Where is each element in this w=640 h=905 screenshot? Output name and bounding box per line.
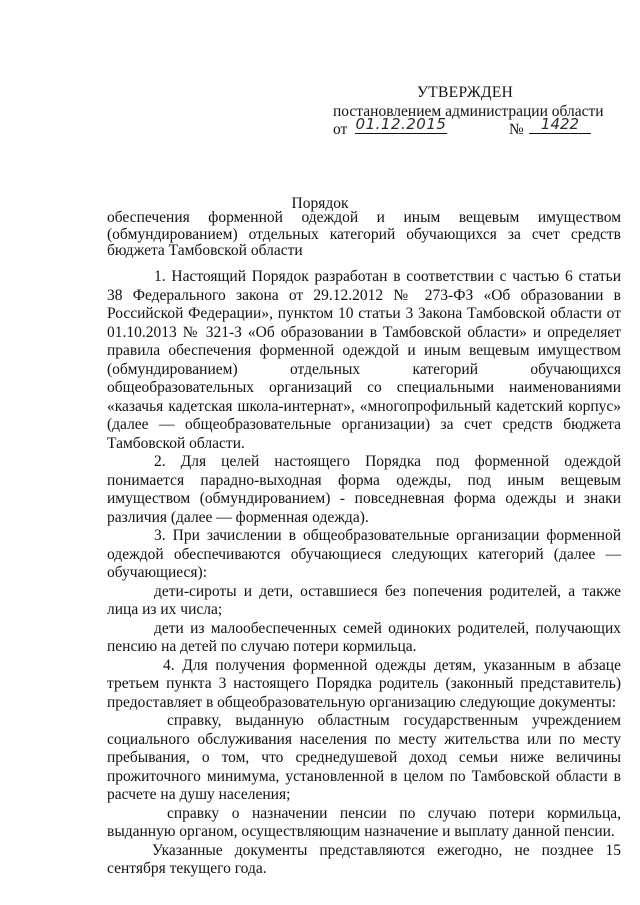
handwritten-date: 01.12.2015 xyxy=(355,115,447,133)
approval-stamp xyxy=(333,84,623,139)
document-body xyxy=(107,268,621,879)
paragraph-note: Указанные документы представляются ежегодно, не позднее 15 сентября текущего года. xyxy=(107,841,621,877)
approval-title: УТВЕРЖДЕН xyxy=(417,84,514,101)
paragraph-4-item-2: справку о назначении пенсии по случаю потери кормильца, выданную органом, осуществляющим назначение и выплату данной пенсии. xyxy=(107,804,621,840)
approval-date-number-row xyxy=(333,115,623,139)
handwritten-number: 1422 xyxy=(529,116,591,134)
document-heading: Порядок xyxy=(291,195,349,212)
paragraph-4: 4. Для получения форменной одежды детям, указанным в абзаце третьем пункта 3 настоящего Порядка родитель (законный представитель) предоставляет в общеобразовательную организацию следующие документы: xyxy=(107,656,621,711)
paragraph-1: 1. Настоящий Порядок разработан в соответствии с частью 6 статьи 38 Федерального закона от 29.12.2012 № 273-ФЗ «Об образовании в Российской Федерации», пунктом 10 статьи 3 Закона Тамбовской области от 01.10.2013 № 321-З «Об образовании в Тамбовской области» и определяет правила обеспечения форменной одеждой и иным вещевым имуществом (обмундированием) отдельных категорий обучающихся общеобразовательных организаций со специальными наименованиями «казачья кадетская школа-интернат», «многопрофильный кадетский корпус» (далее — общеобразовательные организации) за счет средств бюджета Тамбовской области. xyxy=(107,268,621,452)
from-label: от xyxy=(333,121,348,138)
number-label: № xyxy=(509,121,524,138)
paragraph-3-item-2: дети из малообеспеченных семей одиноких родителей, получающих пенсию на детей по случаю потери кормильца. xyxy=(107,619,621,655)
paragraph-3: 3. При зачислении в общеобразовательные организации форменной одеждой обеспечиваются обучающиеся следующих категорий (далее — обучающиеся): xyxy=(107,527,621,581)
subheading-line: обеспечения форменной одеждой и иным вещевым имуществом xyxy=(107,209,621,226)
approval-line: постановлением администрации области xyxy=(333,103,604,120)
paragraph-4-item-1: справку, выданную областным государственным учреждением социального обслуживания населения по месту жительства или по месту пребывания, о том, что среднедушевой доход семьи ниже величины прожиточного минимума, установленной в целом по Тамбовской области в расчете на душу населения; xyxy=(107,712,621,803)
document-subheading xyxy=(107,210,621,260)
subheading-line: (обмундированием) отдельных категорий обучающихся за счет средств xyxy=(107,225,621,243)
subheading-line: бюджета Тамбовской области xyxy=(107,242,303,259)
paragraph-2: 2. Для целей настоящего Порядка под форменной одеждой понимается парадно-выходная форма одежды, под иным вещевым имуществом (обмундированием) - повседневная форма одежды и знаки различия (далее — форменная одежда). xyxy=(107,453,621,526)
paragraph-3-item-1: дети-сироты и дети, оставшиеся без попечения родителей, а также лица из их числа; xyxy=(107,582,621,618)
